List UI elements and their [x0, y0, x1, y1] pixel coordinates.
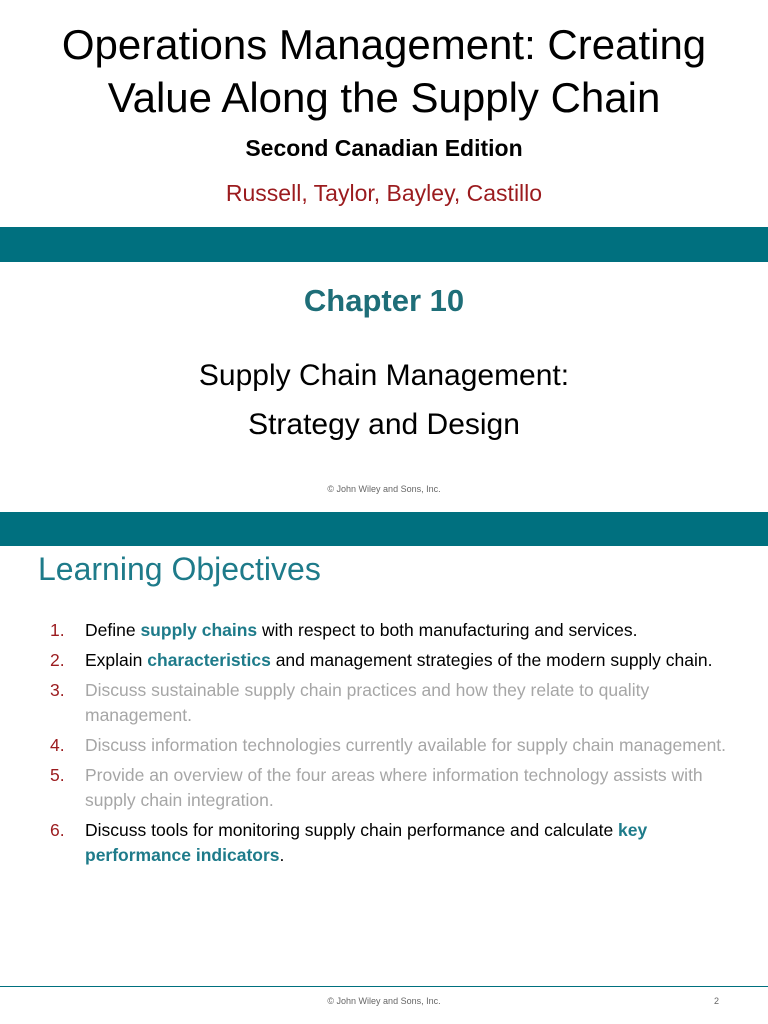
objective-number: 5. — [50, 765, 65, 785]
objective-item — [0, 618, 768, 643]
objective-keyword: supply chains — [140, 620, 258, 640]
objective-item — [0, 818, 768, 868]
footer-copyright: © John Wiley and Sons, Inc. — [327, 996, 441, 1006]
objective-text-end: with respect to both manufacturing and services. — [257, 620, 638, 640]
learning-objectives-heading: Learning Objectives — [38, 551, 321, 587]
teal-band-middle — [0, 512, 768, 546]
chapter-subtitle-line-2: Strategy and Design — [248, 408, 520, 441]
objectives-list — [0, 618, 768, 873]
objective-item — [0, 648, 768, 673]
objective-text: Provide an overview of the four areas where information technology assists with supply chain integration. — [85, 765, 703, 810]
objective-keyword: characteristics — [147, 650, 271, 670]
objective-text: Explain — [85, 650, 148, 670]
chapter-copyright: © John Wiley and Sons, Inc. — [327, 484, 441, 494]
edition-label: Second Canadian Edition — [245, 135, 523, 161]
objective-number: 3. — [50, 680, 65, 700]
objective-text: Discuss sustainable supply chain practices and how they relate to quality management. — [85, 680, 650, 725]
objective-number: 6. — [50, 820, 65, 840]
page-number: 2 — [714, 996, 720, 1006]
teal-band-top — [0, 227, 768, 262]
chapter-subtitle-line-1: Supply Chain Management: — [198, 359, 570, 392]
book-title-line-1: Operations Management: Creating — [61, 21, 707, 68]
objective-text: Discuss information technologies currently available for supply chain management. — [85, 735, 727, 755]
book-title-line-2: Value Along the Supply Chain — [107, 74, 661, 121]
objective-number: 4. — [50, 735, 65, 755]
footer-rule — [0, 986, 768, 987]
objective-text: Discuss tools for monitoring supply chain performance and calculate — [85, 820, 619, 840]
objective-number: 2. — [50, 650, 65, 670]
objective-item — [0, 763, 768, 813]
objective-number: 1. — [50, 620, 65, 640]
objective-item — [0, 733, 768, 758]
objective-keyword: key performance indicators — [85, 820, 648, 865]
chapter-label: Chapter 10 — [303, 283, 465, 318]
authors-line: Russell, Taylor, Bayley, Castillo — [225, 180, 543, 206]
objective-text-end: and management strategies of the modern supply chain. — [270, 650, 713, 670]
objective-item — [0, 678, 768, 728]
objective-text-end: . — [279, 845, 285, 865]
objective-text: Define — [85, 620, 141, 640]
